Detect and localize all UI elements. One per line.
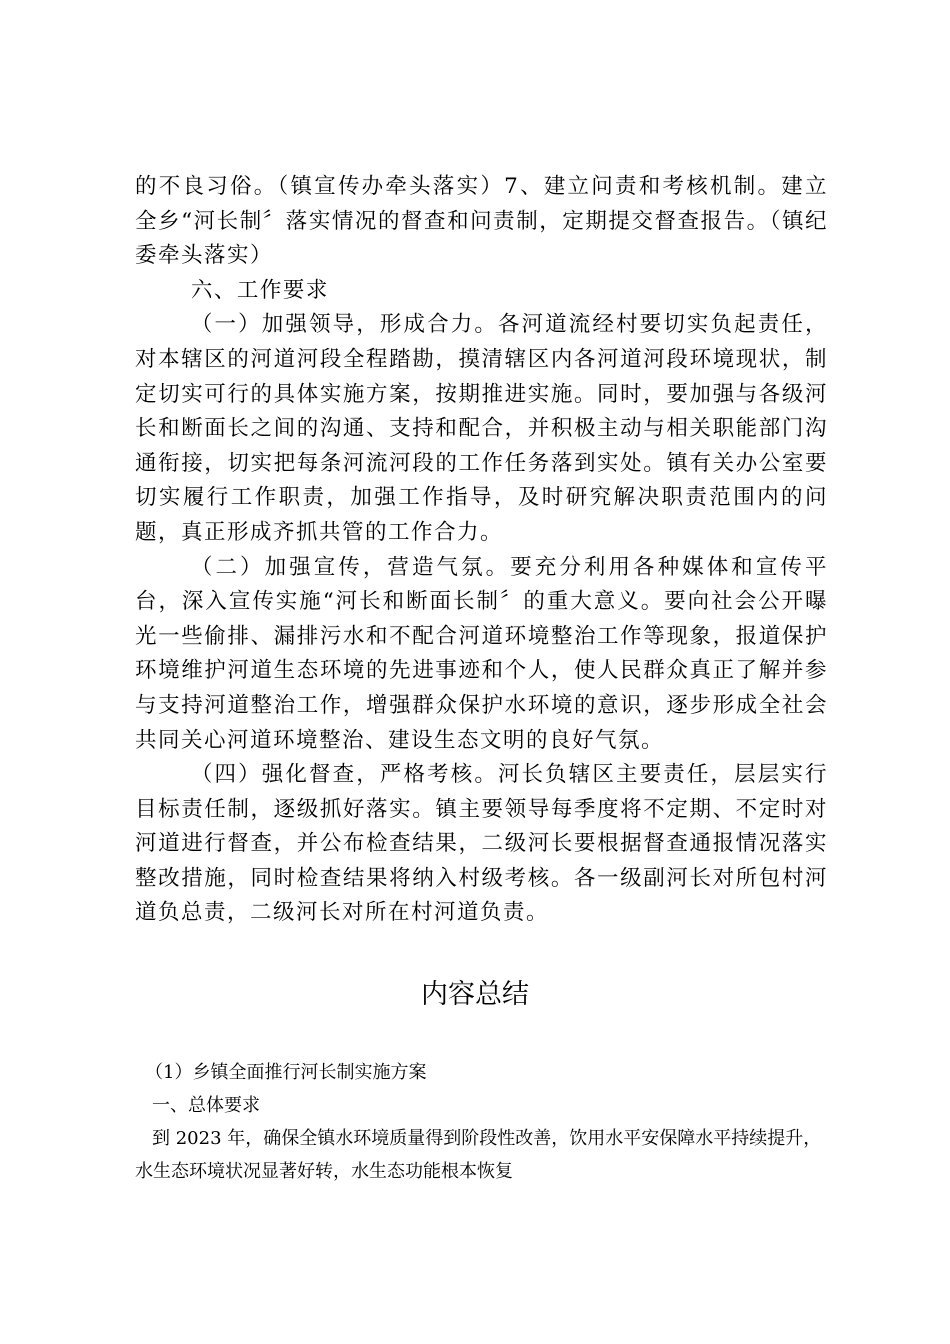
summary-line-general-requirements: 一、总体要求 xyxy=(152,1095,260,1116)
summary-title: 内容总结 xyxy=(421,979,529,1010)
paragraph-strengthen-supervision: （四）强化督查，严格考核。河长负辖区主要责任，层层实行目标责任制，逐级抓好落实。镇主要领导每季度将不定期、不定时对河道进行督查，并公布检查结果，二级河长要根据督查通报情况落实整改措施，同时检查结果将纳入村级考核。各一级副河长对所包村河道负总责，二级河长对所在村河道负责。 xyxy=(135,762,828,926)
summary-line-plan-title: （1）乡镇全面推行河长制实施方案 xyxy=(145,1062,427,1083)
paragraph-strengthen-publicity: （二）加强宣传，营造气氛。要充分利用各种媒体和宣传平台，深入宣传实施“河长和断面长制〞的重大意义。要向社会公开曝光一些偷排、漏排污水和不配合河道环境整治工作等现象，报道保护环境维护河道生态环境的先进事迹和个人，使人民群众真正了解并参与支持河道整治工作，增强群众保护水环境的意识，逐步形成全社会共同关心河道环境整治、建设生态文明的良好气氛。 xyxy=(135,554,828,753)
paragraph-strengthen-leadership: （一）加强领导，形成合力。各河道流经村要切实负起责任，对本辖区的河道河段全程踏勘，摸清辖区内各河道河段环境现状，制定切实可行的具体实施方案，按期推进实施。同时，要加强与各级河长和断面长之间的沟通、支持和配合，并积极主动与相关职能部门沟通衔接，切实把每条河流河段的工作任务落到实处。镇有关办公室要切实履行工作职责，加强工作指导，及时研究解决职责范围内的问题，真正形成齐抓共管的工作合力。 xyxy=(135,312,828,545)
summary-body xyxy=(135,1056,835,1188)
section-heading-work-requirements: 六、工作要求 xyxy=(190,277,329,303)
paragraph-continuation: 的不良习俗。（镇宣传办牵头落实）7、建立问责和考核机制。建立全乡“河长制〞落实情况的督查和问责制，定期提交督查报告。（镇纪委牵头落实） xyxy=(135,174,828,269)
summary-line-goals: 到 2023 年，确保全镇水环境质量得到阶段性改善，饮用水平安保障水平持续提升，水生态环境状况显著好转，水生态功能根本恢复 xyxy=(135,1128,822,1182)
document-body xyxy=(135,170,828,931)
